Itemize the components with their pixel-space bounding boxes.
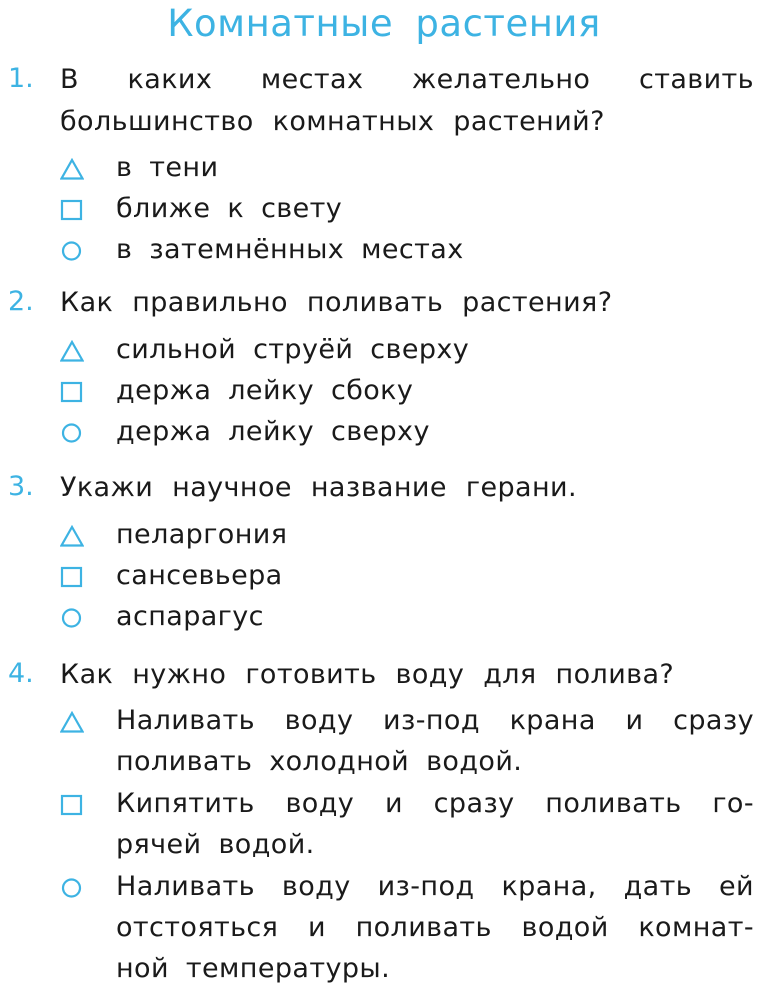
question-number: 1. bbox=[8, 63, 34, 94]
square-icon bbox=[60, 370, 86, 411]
circle-icon bbox=[60, 596, 86, 637]
answer-option-text: в тени bbox=[116, 152, 219, 183]
question-text-line: В каких местах желательно ставить bbox=[60, 64, 754, 95]
triangle-icon bbox=[60, 329, 86, 370]
answer-option[interactable] bbox=[60, 229, 754, 270]
answer-option[interactable] bbox=[60, 370, 754, 411]
answer-option[interactable] bbox=[60, 783, 754, 865]
answer-option[interactable] bbox=[60, 188, 754, 229]
question-number: 4. bbox=[8, 658, 34, 689]
answer-option-line: Наливать воду из-под крана, дать ей bbox=[116, 871, 754, 902]
answer-option[interactable] bbox=[60, 555, 754, 596]
circle-icon bbox=[60, 866, 86, 907]
square-icon bbox=[60, 783, 86, 824]
question-number: 2. bbox=[8, 286, 34, 317]
answer-option-text: ближе к свету bbox=[116, 193, 343, 224]
answer-option-text: пеларгония bbox=[116, 519, 288, 550]
answer-option[interactable] bbox=[60, 866, 754, 989]
circle-icon bbox=[60, 229, 86, 270]
answer-option[interactable] bbox=[60, 596, 754, 637]
answer-option[interactable] bbox=[60, 411, 754, 452]
answer-option-text bbox=[116, 866, 754, 989]
answer-option-line: поливать холодной водой. bbox=[116, 746, 523, 777]
triangle-icon bbox=[60, 514, 86, 555]
answer-option-text bbox=[116, 783, 754, 865]
square-icon bbox=[60, 188, 86, 229]
answer-option[interactable] bbox=[60, 329, 754, 370]
question-text-line: Как нужно готовить воду для полива? bbox=[60, 659, 675, 690]
answer-option-text: сильной струёй сверху bbox=[116, 334, 470, 365]
answer-option-line: отстояться и поливать водой комнат- bbox=[116, 912, 754, 943]
question-text-line: Как правильно поливать растения? bbox=[60, 287, 613, 318]
question-number: 3. bbox=[8, 471, 34, 502]
triangle-icon bbox=[60, 147, 86, 188]
answer-option-line: рячей водой. bbox=[116, 829, 315, 860]
question-text-line: большинство комнатных растений? bbox=[60, 106, 605, 137]
answer-option-text: в затемнённых местах bbox=[116, 234, 464, 265]
answer-option-line: Кипятить воду и сразу поливать го- bbox=[116, 788, 754, 819]
triangle-icon bbox=[60, 700, 86, 741]
answer-option-line: ной температуры. bbox=[116, 953, 391, 984]
answer-option-text bbox=[116, 700, 754, 782]
answer-option[interactable] bbox=[60, 514, 754, 555]
square-icon bbox=[60, 555, 86, 596]
page-title: Комнатные растения bbox=[167, 2, 601, 45]
answer-option[interactable] bbox=[60, 700, 754, 782]
answer-option-text: держа лейку сбоку bbox=[116, 375, 414, 406]
answer-option-text: сансевьера bbox=[116, 560, 283, 591]
answer-option-text: аспарагус bbox=[116, 601, 264, 632]
answer-option[interactable] bbox=[60, 147, 754, 188]
answer-option-text: держа лейку сверху bbox=[116, 416, 430, 447]
answer-option-line: Наливать воду из-под крана и сразу bbox=[116, 705, 754, 736]
circle-icon bbox=[60, 411, 86, 452]
question-text-line: Укажи научное название герани. bbox=[60, 472, 577, 503]
